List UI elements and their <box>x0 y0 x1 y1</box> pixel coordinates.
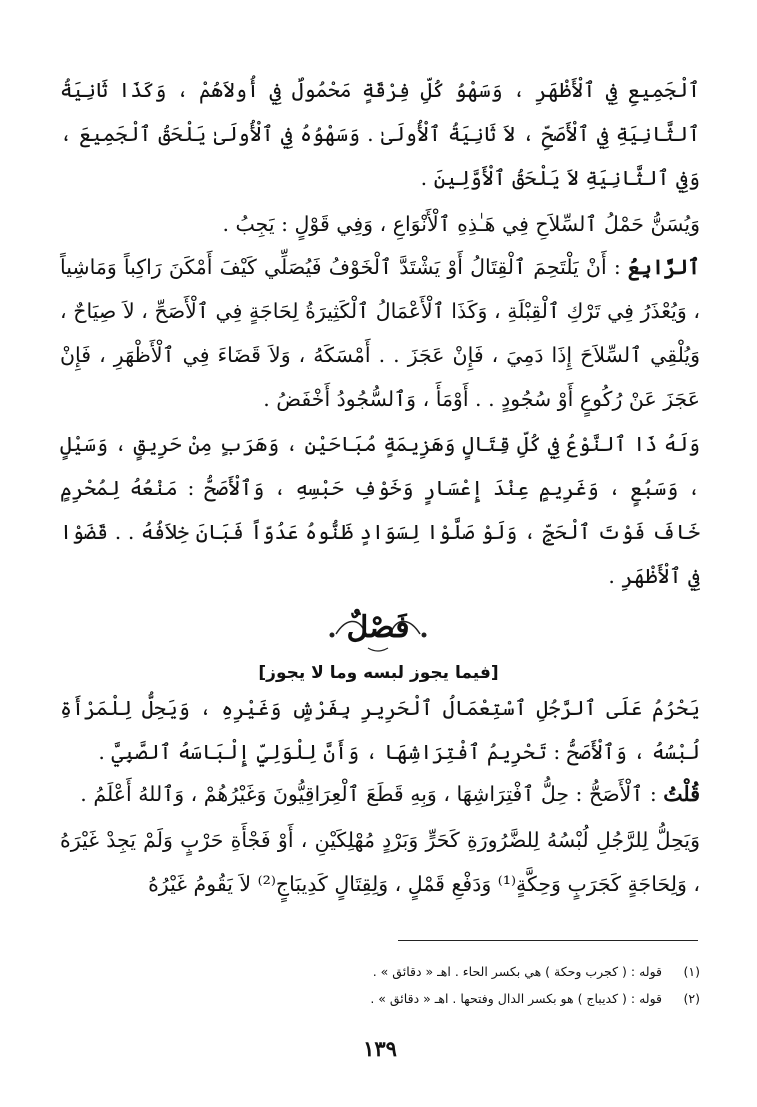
paragraph-7-text: وَيَحِلُّ لِلرَّجُلِ لُبْسُهُ لِلضَّرُورَةِ كَحَرٍّ وَبَرْدٍ مُهْلِكَيْنِ ، أَوْ فَجْأَةِ حَرْبٍ وَلَمْ يَجِدْ غَيْرَهُ ، وَلِحَاجَةٍ كَجَرَبٍ وَحِكَّةٍ⁽¹⁾ وَدَفْعِ قَمْلٍ ، وَلِقِتَالٍ كَدِيبَاجٍ⁽²⁾ لاَ يَقُومُ غَيْرُهُ <box>60 828 700 896</box>
paragraph-6-lead: قُلْتُ <box>663 782 700 806</box>
footnote-text: قوله : ( كجرب وحكة ) هي بكسر الحاء . اهـ « دقائق » . <box>372 964 663 979</box>
footnote-text: قوله : ( كديباج ) هو بكسر الدال وفتحها . اهـ « دقائق » . <box>370 991 663 1006</box>
section-subtitle: [فيما يجوز لبسه وما لا يجوز] <box>258 663 499 683</box>
paragraph-6 <box>60 772 700 816</box>
page-number: ١٣٩ <box>363 1036 397 1061</box>
paragraph-1-text: ٱلْجَمِيعِ فِي ٱلْأَظْهَرِ ، وَسَهْوُ كُلِّ فِرْقَةٍ مَحْمُولٌ فِي أُولاَهُمْ ، وَكَذَا ثَانِيَةُ ٱلثَّانِيَةِ فِي ٱلْأَصَحِّ ، لاَ ثَانِيَةُ ٱلْأُولَىٰ . وَسَهْوُهُ فِي ٱلْأُولَىٰ يَلْحَقُ ٱلْجَمِيعَ ، وَفِي ٱلثَّانِيَةِ لاَ يَلْحَقُ ٱلْأَوَّلِينَ . <box>60 78 700 190</box>
paragraph-4 <box>60 422 700 598</box>
paragraph-4-text: وَلَهُ ذَا ٱلنَّوْعُ فِي كُلِّ قِتَالٍ وَهَزِيمَةٍ مُبَاحَيْنِ ، وَهَرَبٍ مِنْ حَرِيقٍ ، وَسَيْلٍ ، وَسَبُعٍ ، وَغَرِيمٍ عِنْدَ إِعْسَارٍ وَخَوْفِ حَبْسِهِ ، وَٱلْأَصَحُّ : مَنْعُهُ لِمُحْرِمٍ خَافَ فَوْتَ ٱلْحَجِّ ، وَلَوْ صَلَّوْا لِسَوَادٍ ظَنُّوهُ عَدُوّاً فَبَانَ خِلاَفُهُ . . قَضَوْا فِي ٱلْأَظْهَرِ . <box>60 432 700 588</box>
section-ornament <box>318 604 438 654</box>
paragraph-6-text: : ٱلْأَصَحُّ : حِلُّ ٱفْتِرَاشِهَا ، وَبِهِ قَطَعَ ٱلْعِرَاقِيُّونَ وَغَيْرُهُمْ ، وَٱللهُ أَعْلَمُ . <box>80 782 657 806</box>
paragraph-5 <box>60 686 700 774</box>
footnote <box>200 958 700 985</box>
paragraph-2 <box>60 202 700 246</box>
paragraph-3-text: : أَنْ يَلْتَحِمَ ٱلْقِتَالُ أَوْ يَشْتَدَّ ٱلْخَوْفُ فَيُصَلِّي كَيْفَ أَمْكَنَ رَاكِباً وَمَاشِياً ، وَيُعْذَرُ فِي تَرْكِ ٱلْقِبْلَةِ ، وَكَذَا ٱلْأَعْمَالُ ٱلْكَثِيرَةُ لِحَاجَةٍ فِي ٱلْأَصَحِّ ، لاَ صِيَاحٌ ، وَيُلْقِي ٱلسِّلاَحَ إِذَا دَمِيَ ، فَإِنْ عَجَزَ . . أَمْسَكَهُ ، وَلاَ قَضَاءَ فِي ٱلْأَظْهَرِ ، فَإِنْ عَجَزَ عَنْ رُكُوعٍ أَوْ سُجُودٍ . . أَوْمَأَ ، وَٱلسُّجُودُ أَخْفَضُ . <box>60 255 700 411</box>
section-ornament-word: فَصْلٌ <box>346 610 410 645</box>
footnote-number: (١) <box>683 964 700 979</box>
footnote-divider <box>398 940 698 941</box>
paragraph-1 <box>60 68 700 200</box>
footnote-number: (٢) <box>683 991 700 1006</box>
footnotes <box>200 958 700 1012</box>
paragraph-5-text: يَحْرُمُ عَلَى ٱلرَّجُلِ ٱسْتِعْمَالُ ٱلْحَرِيرِ بِفَرْشٍ وَغَيْرِهِ ، وَيَحِلُّ لِلْمَرْأَةِ لُبْسُهُ ، وَٱلْأَصَحُّ : تَحْرِيمُ ٱفْتِرَاشِهَا ، وَأَنَّ لِلْوَلِيِّ إِلْبَاسَهُ ٱلصَّبِيَّ . <box>60 696 700 764</box>
paragraph-3-lead: ٱلرَّابِعُ <box>627 255 700 279</box>
paragraph-2-text: وَيُسَنُّ حَمْلُ ٱلسِّلاَحِ فِي هَـٰذِهِ ٱلْأَنْوَاعِ ، وَفِي قَوْلٍ : يَجِبُ . <box>222 212 700 236</box>
paragraph-7 <box>60 818 700 906</box>
footnote <box>200 985 700 1012</box>
paragraph-3 <box>60 245 700 421</box>
